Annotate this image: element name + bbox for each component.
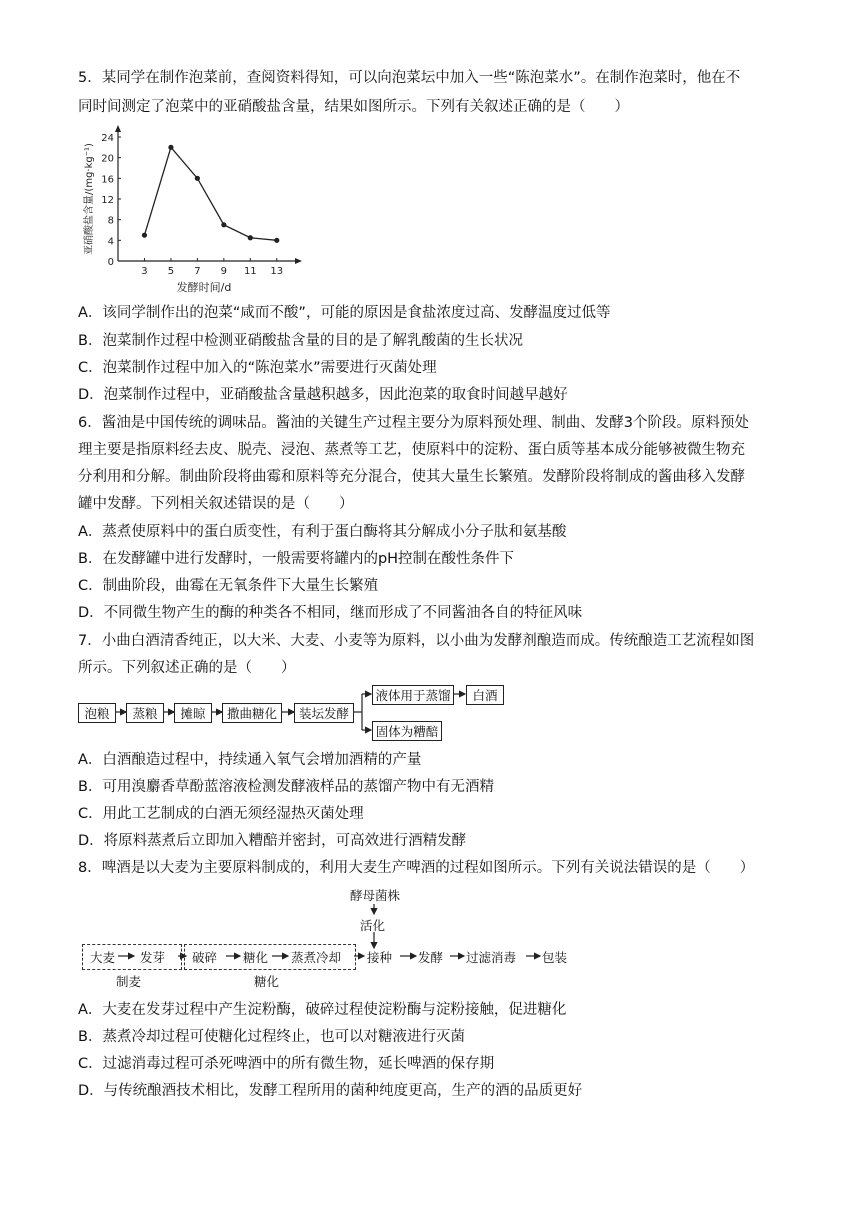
- q8-option-d: D．与传统酿酒技术相比，发酵工程所用的菌种纯度更高，生产的酒的品质更好: [78, 1083, 583, 1099]
- y-tick-label: 0: [107, 257, 114, 268]
- data-point: [168, 145, 173, 150]
- q7-option-c: C．用此工艺制成的白酒无须经湿热灭菌处理: [78, 806, 364, 822]
- q6-option-b: B．在发酵罐中进行发酵时，一般需要将罐内的pH控制在酸性条件下: [78, 551, 515, 567]
- nitrite-line-chart: [78, 125, 308, 295]
- flow-saccharify: 糖化: [243, 950, 269, 965]
- flow-step-cool: 摊晾: [174, 703, 212, 723]
- flow-yeast-strain: 酵母菌株: [350, 888, 401, 903]
- q6-stem-line3: 分利用和分解。制曲阶段将曲霉和原料等充分混合，使其大量生长繁殖。发酵阶段将制成的酱曲移入发酵: [78, 469, 745, 485]
- q8-option-b: B．蒸煮冷却过程可使糖化过程终止，也可以对糖液进行灭菌: [78, 1029, 465, 1045]
- y-tick-label: 20: [101, 153, 114, 165]
- x-tick-label: 7: [194, 266, 201, 277]
- flow-liquor: 白酒: [466, 685, 504, 705]
- q6-option-a: A．蒸煮使原料中的蛋白质变性，有利于蛋白酶将其分解成小分子肽和氨基酸: [78, 524, 567, 540]
- data-point: [142, 233, 147, 238]
- y-tick-label: 16: [101, 174, 114, 186]
- data-point: [274, 238, 279, 243]
- series-line: [144, 147, 276, 240]
- data-point: [221, 222, 226, 227]
- q6-option-c: C．制曲阶段，曲霉在无氧条件下大量生长繁殖: [78, 578, 379, 594]
- q7-option-b: B．可用溴麝香草酚蓝溶液检测发酵液样品的蒸馏产物中有无酒精: [78, 779, 494, 795]
- flow-inoculate: 接种: [367, 950, 393, 965]
- data-point: [195, 176, 200, 181]
- x-tick-label: 11: [243, 266, 257, 277]
- y-tick-label: 24: [101, 133, 114, 144]
- q5-stem-line2: 同时间测定了泡菜中的亚硝酸盐含量，结果如图所示。下列有关叙述正确的是（ ）: [78, 99, 629, 115]
- flow-liquid-distill: 液体用于蒸馏: [372, 685, 454, 705]
- x-axis-label: 发酵时间/d: [176, 281, 232, 294]
- flow-ferment: 发酵: [418, 950, 444, 965]
- q8-stem: 8．啤酒是以大麦为主要原料制成的，利用大麦生产啤酒的过程如图所示。下列有关说法错误的是（ ）: [78, 860, 755, 876]
- q6-stem-line1: 6．酱油是中国传统的调味品。酱油的关键生产过程主要分为原料预处理、制曲、发酵3个阶段。原料预处: [78, 415, 749, 431]
- flow-filter-disinfect: 过滤消毒: [466, 950, 517, 965]
- q6-option-d: D．不同微生物产生的酶的种类各不相同，继而形成了不同酱油各自的特征风味: [78, 605, 583, 621]
- q6-stem-line2: 理主要是指原料经去皮、脱壳、浸泡、蒸煮等工艺，使原料中的淀粉、蛋白质等基本成分能够被微生物充: [78, 442, 745, 458]
- flow-crush: 破碎: [192, 950, 218, 965]
- beer-flow-arrows: [78, 884, 578, 990]
- y-axis-arrow: [115, 125, 121, 132]
- flow-saccharify-label: 糖化: [254, 974, 280, 989]
- flow-malting-label: 制麦: [116, 974, 142, 989]
- y-tick-label: 4: [107, 236, 114, 248]
- q5-option-b: B．泡菜制作过程中检测亚硝酸盐含量的目的是了解乳酸菌的生长状况: [78, 333, 523, 349]
- x-tick-label: 3: [141, 266, 148, 277]
- q5-stem-line1: 5．某同学在制作泡菜前，查阅资料得知，可以向泡菜坛中加入一些“陈泡菜水”。在制作泡菜时，他在不: [78, 70, 741, 86]
- x-tick-label: 13: [270, 266, 284, 277]
- q7-option-a: A．白酒酿造过程中，持续通入氧气会增加酒精的产量: [78, 752, 422, 768]
- q6-stem-line4: 罐中发酵。下列相关叙述错误的是（ ）: [78, 496, 354, 512]
- flow-step-saccharify: 撒曲糖化: [222, 703, 282, 723]
- y-tick-label: 12: [101, 195, 114, 206]
- q7-stem-line1: 7．小曲白酒清香纯正，以大米、大麦、小麦等为原料，以小曲为发酵剂酿造而成。传统酿造工艺流程如图: [78, 633, 755, 649]
- q5-option-c: C．泡菜制作过程中加入的“陈泡菜水”需要进行灭菌处理: [78, 360, 437, 376]
- q8-option-c: C．过滤消毒过程可杀死啤酒中的所有微生物，延长啤酒的保存期: [78, 1056, 495, 1072]
- q5-option-a: A．该同学制作出的泡菜“咸而不酸”，可能的原因是食盐浓度过高、发酵温度过低等: [78, 305, 611, 321]
- flow-germinate: 发芽: [140, 950, 166, 965]
- y-axis-label: 亚硝酸盐含量/(mg·kg⁻¹): [84, 143, 95, 255]
- flow-package: 包装: [542, 950, 568, 965]
- flow-activate: 活化: [360, 918, 386, 933]
- x-axis-arrow: [295, 258, 302, 264]
- flow-solid-residue: 固体为糟醅: [372, 721, 442, 741]
- q7-option-d: D．将原料蒸煮后立即加入糟醅并密封，可高效进行酒精发酵: [78, 833, 467, 849]
- y-tick-label: 8: [107, 215, 114, 227]
- flow-step-ferment: 装坛发酵: [294, 703, 354, 723]
- data-point: [248, 235, 253, 240]
- x-tick-label: 9: [220, 266, 228, 277]
- flow-step-soak: 泡粮: [78, 703, 116, 723]
- flow-barley: 大麦: [90, 950, 116, 965]
- flow-boil-cool: 蒸煮冷却: [291, 950, 342, 965]
- q5-option-d: D．泡菜制作过程中，亚硝酸盐含量越积越多，因此泡菜的取食时间越早越好: [78, 387, 568, 403]
- q8-option-a: A．大麦在发芽过程中产生淀粉酶，破碎过程使淀粉酶与淀粉接触，促进糖化: [78, 1002, 567, 1018]
- beer-process-flowchart: [78, 884, 578, 990]
- x-tick-label: 5: [167, 266, 175, 277]
- liquor-process-flowchart: [78, 682, 518, 744]
- flow-step-steam: 蒸粮: [126, 703, 164, 723]
- q7-stem-line2: 所示。下列叙述正确的是（ ）: [78, 660, 296, 676]
